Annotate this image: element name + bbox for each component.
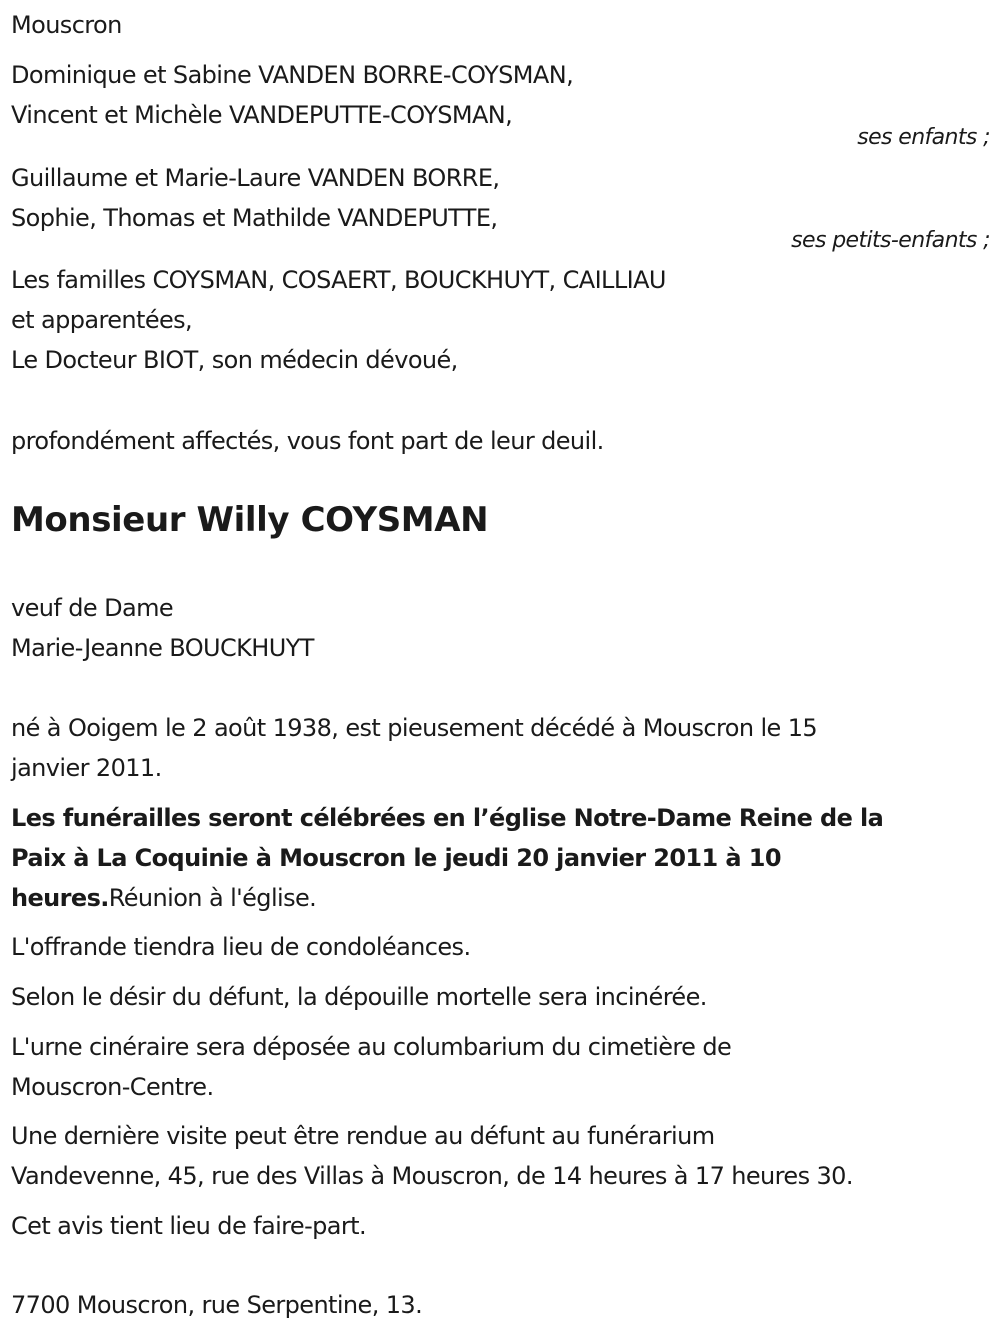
city: Mouscron <box>11 11 122 39</box>
funeral-bold-end: heures. <box>11 884 109 912</box>
families-line: et apparentées, <box>11 306 193 334</box>
birth-death-line: né à Ooigem le 2 août 1938, est pieusement décédé à Mouscron le 15 <box>11 714 818 742</box>
funeral-line: Paix à La Coquinie à Mouscron le jeudi 20 janvier 2011 à 10 <box>11 844 781 872</box>
cremation: Selon le désir du défunt, la dépouille mortelle sera incinérée. <box>11 983 707 1011</box>
deceased-name: Monsieur Willy COYSMAN <box>11 500 489 540</box>
offering: L'offrande tiendra lieu de condoléances. <box>11 933 471 961</box>
urn-line: Mouscron-Centre. <box>11 1073 214 1101</box>
announcement: profondément affectés, vous font part de leur deuil. <box>11 427 604 455</box>
children-role: ses enfants ; <box>857 125 990 150</box>
funeral-meeting: Réunion à l'église. <box>108 884 317 912</box>
visit-line: Une dernière visite peut être rendue au défunt au funérarium <box>11 1122 715 1150</box>
funeral-line: Les funérailles seront célébrées en l’église Notre-Dame Reine de la <box>11 804 884 832</box>
grandchild-line: Guillaume et Marie-Laure VANDEN BORRE, <box>11 164 500 192</box>
child-line: Vincent et Michèle VANDEPUTTE-COYSMAN, <box>11 101 513 129</box>
grandchild-line: Sophie, Thomas et Mathilde VANDEPUTTE, <box>11 204 498 232</box>
families-line: Les familles COYSMAN, COSAERT, BOUCKHUYT, CAILLIAU <box>11 266 666 294</box>
funeral-line-last <box>11 878 316 918</box>
doctor-line: Le Docteur BIOT, son médecin dévoué, <box>11 346 458 374</box>
grandchildren-role: ses petits-enfants ; <box>791 228 990 253</box>
widower-line: veuf de Dame <box>11 594 174 622</box>
birth-death-line: janvier 2011. <box>11 754 162 782</box>
urn-line: L'urne cinéraire sera déposée au columbarium du cimetière de <box>11 1033 732 1061</box>
child-line: Dominique et Sabine VANDEN BORRE-COYSMAN, <box>11 61 574 89</box>
visit-line: Vandevenne, 45, rue des Villas à Mouscron, de 14 heures à 17 heures 30. <box>11 1162 853 1190</box>
address: 7700 Mouscron, rue Serpentine, 13. <box>11 1291 423 1319</box>
widower-line: Marie-Jeanne BOUCKHUYT <box>11 634 314 662</box>
notice: Cet avis tient lieu de faire-part. <box>11 1212 366 1240</box>
